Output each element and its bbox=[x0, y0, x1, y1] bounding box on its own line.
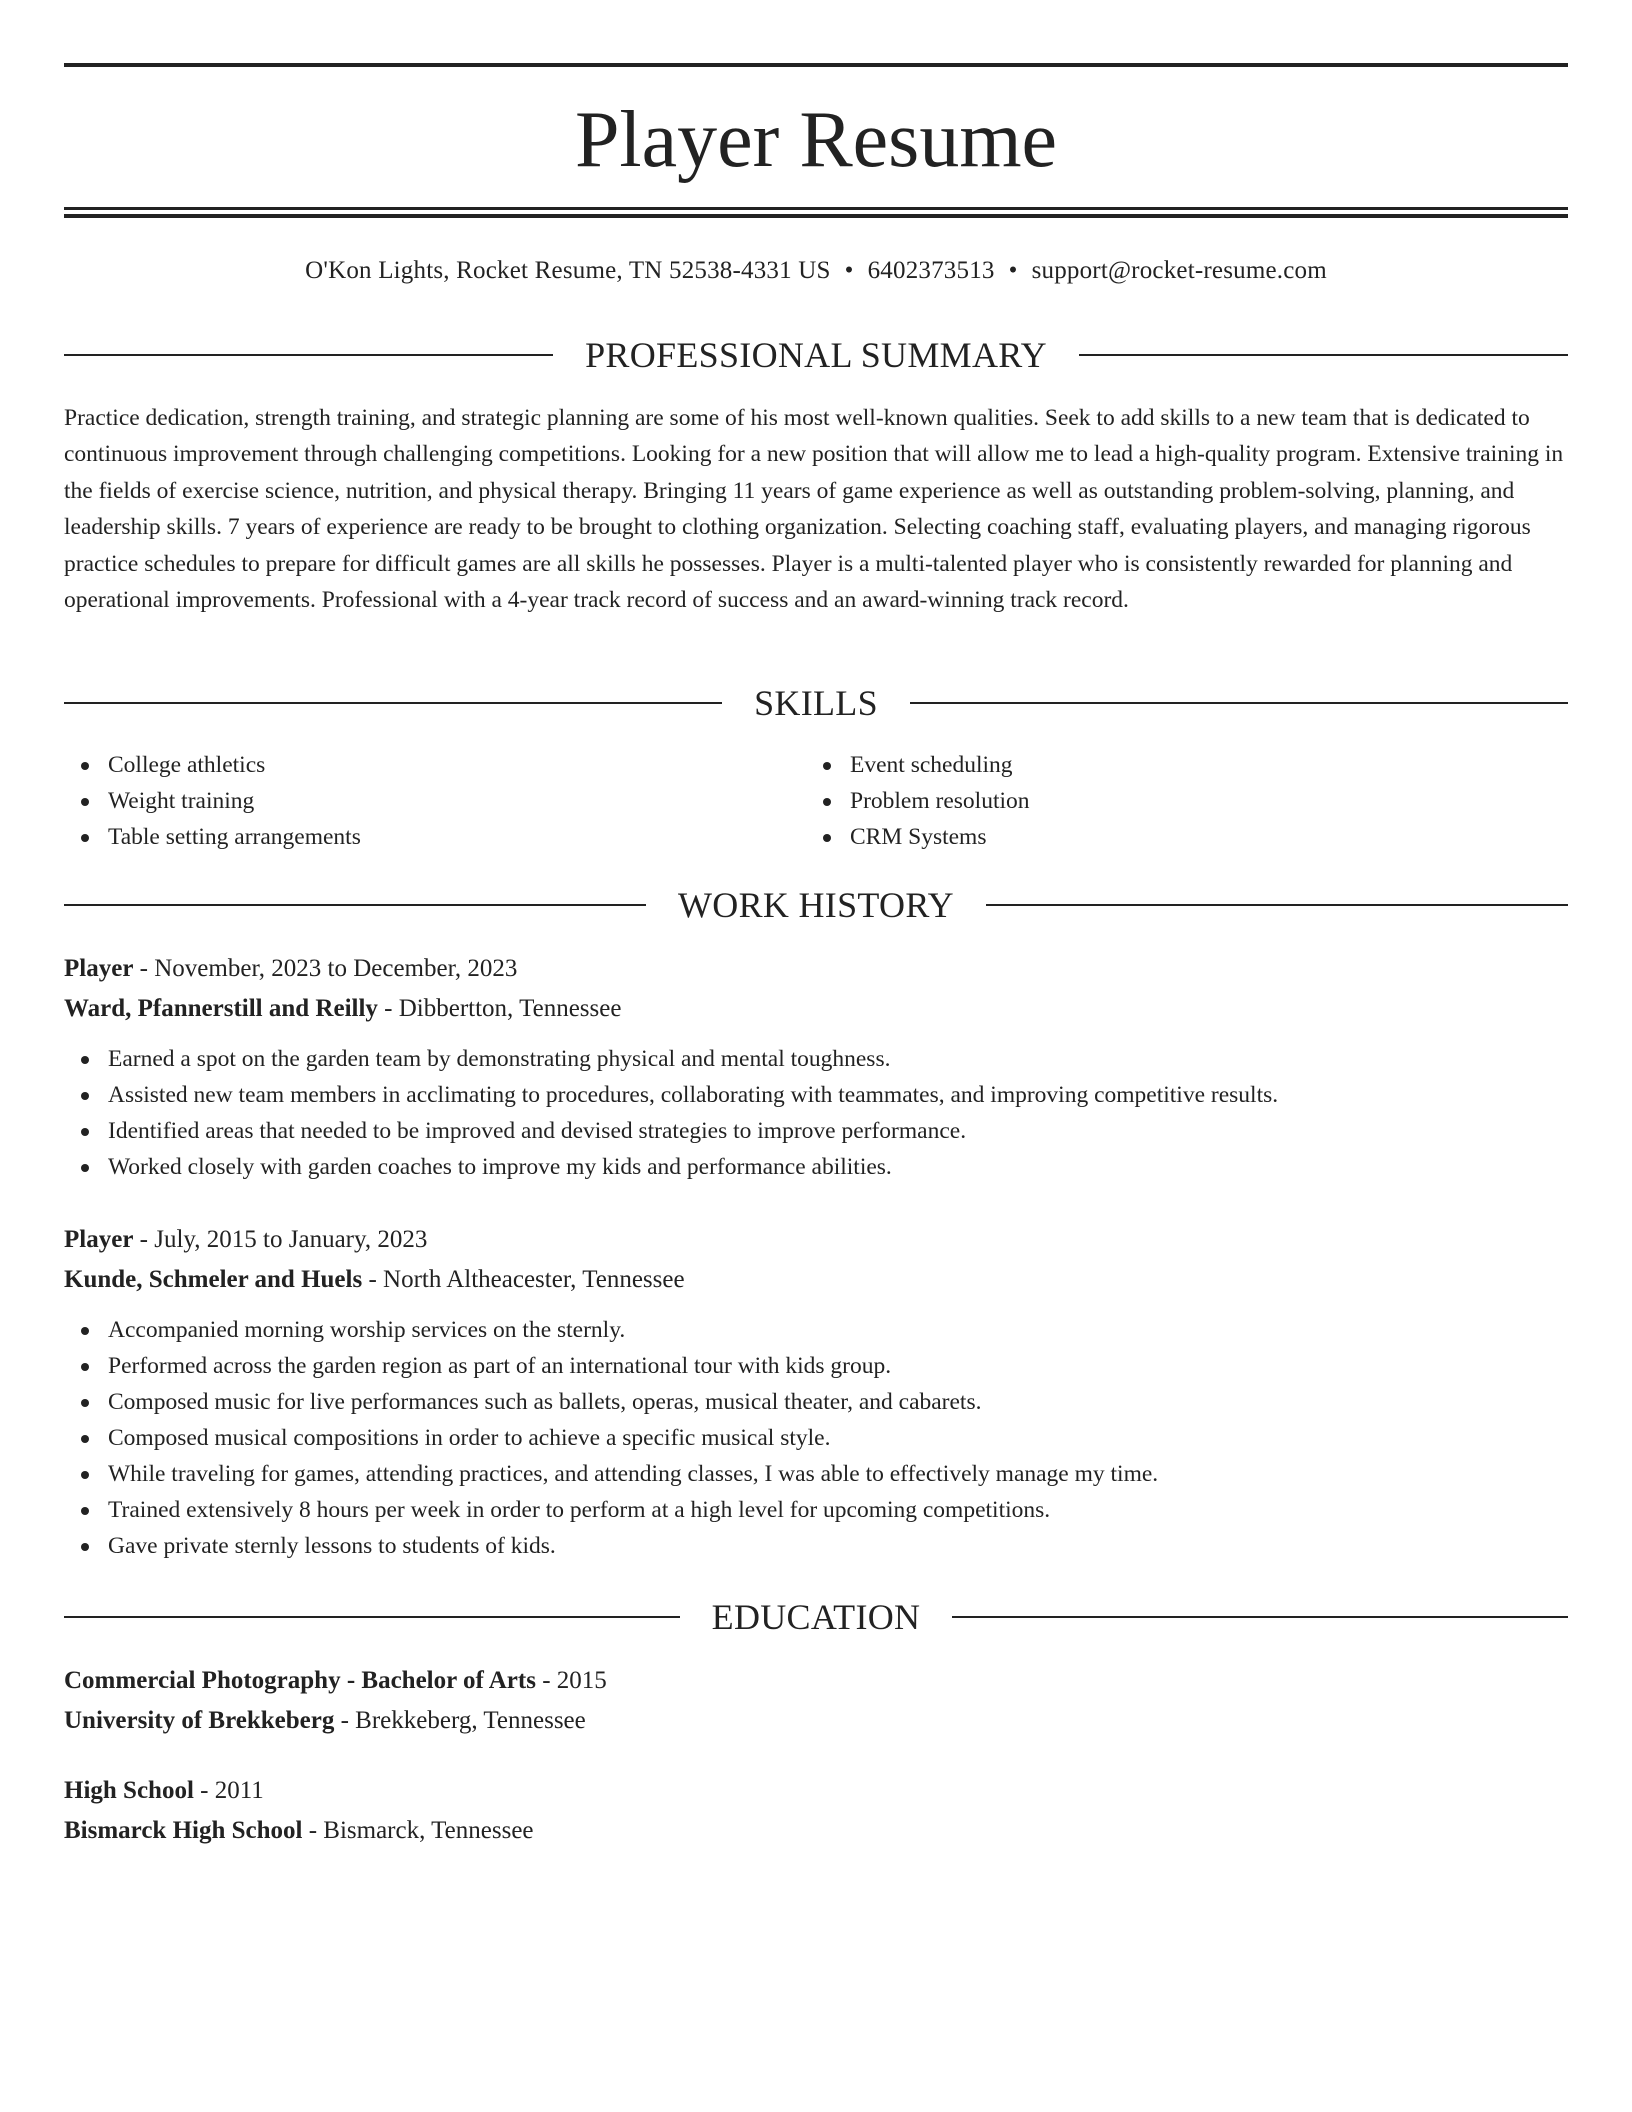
education-section-heading bbox=[64, 1597, 1568, 1637]
education-entry bbox=[64, 1771, 1568, 1851]
job-dates: - July, 2015 to January, 2023 bbox=[133, 1226, 428, 1253]
education-school-line bbox=[64, 1811, 1568, 1851]
contact-separator: • bbox=[1008, 257, 1018, 284]
education-degree-line bbox=[64, 1661, 1568, 1701]
heading-rule bbox=[64, 354, 553, 356]
job-company-line bbox=[64, 1260, 1568, 1300]
skills-list-left bbox=[64, 747, 361, 855]
job-entry bbox=[64, 949, 1568, 1185]
skill-item: Event scheduling bbox=[806, 747, 1030, 783]
heading-rule bbox=[986, 904, 1568, 906]
skills-section-heading bbox=[64, 683, 1568, 723]
job-duty: Identified areas that needed to be improved and devised strategies to improve performance. bbox=[64, 1113, 1568, 1149]
skill-item: College athletics bbox=[64, 747, 361, 783]
education-school: University of Brekkeberg bbox=[64, 1707, 335, 1734]
skill-item: Table setting arrangements bbox=[64, 819, 361, 855]
job-title: Player bbox=[64, 1226, 134, 1253]
section-title: WORK HISTORY bbox=[678, 885, 954, 925]
heading-rule bbox=[1079, 354, 1568, 356]
job-duty: Earned a spot on the garden team by demonstrating physical and mental toughness. bbox=[64, 1041, 1568, 1077]
contact-phone: 6402373513 bbox=[867, 257, 995, 284]
title-double-rule bbox=[64, 207, 1568, 218]
job-duty: While traveling for games, attending practices, and attending classes, I was able to effectively manage my time. bbox=[64, 1456, 1568, 1492]
skill-item: CRM Systems bbox=[806, 819, 1030, 855]
education-school-line bbox=[64, 1701, 1568, 1741]
top-rule bbox=[64, 63, 1568, 67]
education-degree-line bbox=[64, 1771, 1568, 1811]
work-section-heading bbox=[64, 885, 1568, 925]
heading-rule bbox=[910, 702, 1568, 704]
job-company: Kunde, Schmeler and Huels bbox=[64, 1266, 363, 1293]
job-duty: Trained extensively 8 hours per week in order to perform at a high level for upcoming competitions. bbox=[64, 1492, 1568, 1528]
heading-rule bbox=[64, 904, 646, 906]
job-entry bbox=[64, 1220, 1568, 1564]
job-duty: Performed across the garden region as part of an international tour with kids group. bbox=[64, 1348, 1568, 1384]
job-title-line bbox=[64, 949, 1568, 989]
contact-email: support@rocket-resume.com bbox=[1031, 257, 1327, 284]
job-company: Ward, Pfannerstill and Reilly bbox=[64, 995, 378, 1022]
summary-text: Practice dedication, strength training, and strategic planning are some of his most well-known qualities. Seek to add skills to a new team that is dedicated to continuous improvement through challenging competitions. Looking for a new position that will allow me to lead a high-quality program. Extensive training in the fields of exercise science, nutrition, and physical therapy. Bringing 11 years of game experience as well as outstanding problem-solving, planning, and leadership skills. 7 years of experience are ready to be brought to clothing organization. Selecting coaching staff, evaluating players, and managing rigorous practice schedules to prepare for difficult games are all skills he possesses. Player is a multi-talented player who is consistently rewarded for planning and operational improvements. Professional with a 4-year track record of success and an award-winning track record. bbox=[64, 405, 1564, 614]
section-title: PROFESSIONAL SUMMARY bbox=[585, 335, 1047, 375]
job-duty: Gave private sternly lessons to students of kids. bbox=[64, 1528, 1568, 1564]
job-duty: Composed musical compositions in order to achieve a specific musical style. bbox=[64, 1420, 1568, 1456]
job-dates: - November, 2023 to December, 2023 bbox=[133, 955, 518, 982]
education-year: - 2015 bbox=[535, 1667, 607, 1694]
page-title: Player Resume bbox=[574, 96, 1058, 184]
education-entry bbox=[64, 1661, 1568, 1741]
contact-separator: • bbox=[844, 257, 854, 284]
education-degree: Commercial Photography - Bachelor of Arts bbox=[64, 1667, 536, 1694]
education-location: - Bismarck, Tennessee bbox=[302, 1817, 534, 1844]
contact-line bbox=[64, 255, 1568, 287]
job-duty: Assisted new team members in acclimating to procedures, collaborating with teammates, and improving competitive results. bbox=[64, 1077, 1568, 1113]
job-title: Player bbox=[64, 955, 134, 982]
heading-rule bbox=[64, 702, 722, 704]
section-title: EDUCATION bbox=[711, 1597, 921, 1637]
job-title-line bbox=[64, 1220, 1568, 1260]
job-duty: Worked closely with garden coaches to improve my kids and performance abilities. bbox=[64, 1149, 1568, 1185]
education-year: - 2011 bbox=[193, 1777, 264, 1804]
job-duty: Accompanied morning worship services on the sternly. bbox=[64, 1312, 1568, 1348]
education-school: Bismarck High School bbox=[64, 1817, 303, 1844]
skill-item: Weight training bbox=[64, 783, 361, 819]
job-duties-list bbox=[64, 1041, 1568, 1185]
job-location: - Dibbertton, Tennessee bbox=[377, 995, 622, 1022]
section-title: SKILLS bbox=[754, 683, 878, 723]
education-location: - Brekkeberg, Tennessee bbox=[334, 1707, 586, 1734]
skill-item: Problem resolution bbox=[806, 783, 1030, 819]
job-duty: Composed music for live performances such as ballets, operas, musical theater, and cabarets. bbox=[64, 1384, 1568, 1420]
job-company-line bbox=[64, 989, 1568, 1029]
contact-address: O'Kon Lights, Rocket Resume, TN 52538-4331 US bbox=[305, 257, 831, 284]
education-degree: High School bbox=[64, 1777, 194, 1804]
heading-rule bbox=[64, 1616, 680, 1618]
job-duties-list bbox=[64, 1312, 1568, 1564]
summary-section-heading bbox=[64, 335, 1568, 375]
skills-list-right bbox=[806, 747, 1030, 855]
heading-rule bbox=[952, 1616, 1568, 1618]
job-location: - North Altheacester, Tennessee bbox=[362, 1266, 685, 1293]
